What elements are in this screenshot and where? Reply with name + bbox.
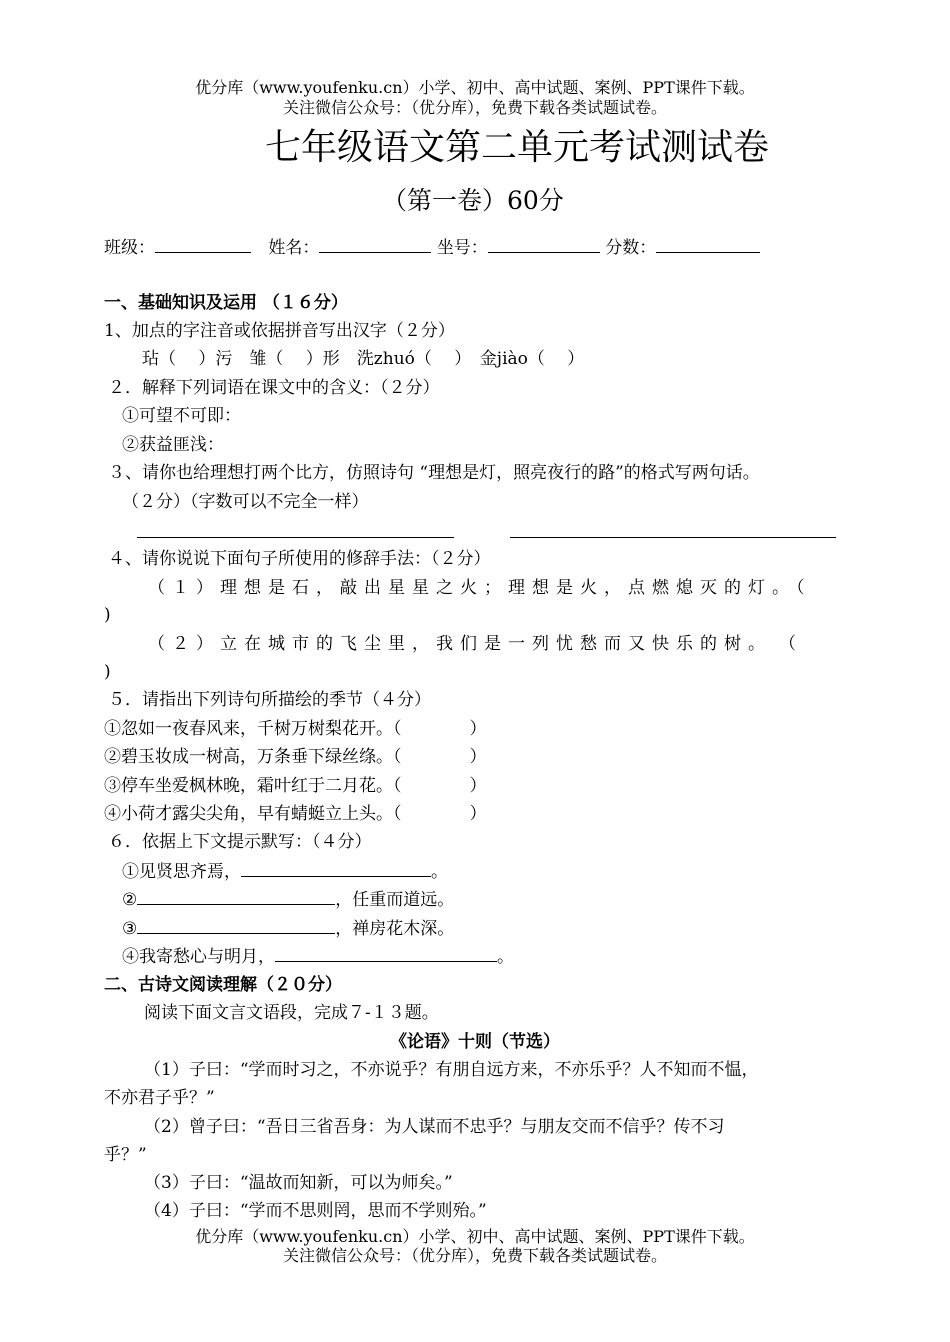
page-subtitle: （第一卷）60分 xyxy=(382,186,564,215)
q3-text: ３、请你也给理想打两个比方，仿照诗句 “理想是灯，照亮夜行的路”的格式写两句话。 xyxy=(108,463,760,483)
name-label: 姓名： xyxy=(268,238,320,258)
q3-answer-line-1[interactable] xyxy=(137,537,454,538)
q4-item-a-close: ) xyxy=(104,605,111,625)
q6-a-blank[interactable] xyxy=(241,860,431,877)
score-blank[interactable] xyxy=(656,236,760,253)
q6-c-blank[interactable] xyxy=(137,917,335,934)
q6-d-blank[interactable] xyxy=(275,945,497,962)
q6-b-prefix: ② xyxy=(122,890,138,910)
header-line-1: 优分库（www.youfenku.cn）小学、初中、高中试题、案例、PPT课件下载。 xyxy=(195,78,755,97)
class-label: 班级： xyxy=(104,238,155,258)
q6-c-prefix: ③ xyxy=(122,919,138,939)
q6-a-suffix: 。 xyxy=(431,862,448,882)
class-blank[interactable] xyxy=(155,236,251,253)
q5-item: ③停车坐爱枫林晚，霜叶红于二月花。（ ） xyxy=(104,776,487,796)
section1-heading: 一、基础知识及运用 （１６分） xyxy=(104,293,348,313)
q6-d-suffix: 。 xyxy=(497,947,514,967)
q6-c-suffix: ，禅房花木深。 xyxy=(335,919,455,939)
passage-p1-cont: 不亦君子乎？” xyxy=(104,1088,215,1108)
page-title: 七年级语文第二单元考试测试卷 xyxy=(265,127,770,168)
q1-items: 玷（ ）污 雏（ ）形 洗zhuó（ ） 金jiào（ ） xyxy=(142,349,585,369)
q6-b-suffix: ，任重而道远。 xyxy=(335,890,455,910)
q4-item-b: （２）立在城市的飞尘里，我们是一列忧愁而又快乐的树。 （ xyxy=(148,634,803,654)
q6-d-prefix: ④我寄愁心与明月， xyxy=(122,947,275,967)
q6-item-a xyxy=(122,860,448,883)
q6-text: ６．依据上下文提示默写：（４分） xyxy=(108,832,372,852)
q6-b-blank[interactable] xyxy=(137,888,335,905)
q2-item-a: ①可望不可即： xyxy=(122,406,241,426)
q5-text: ５．请指出下列诗句所描绘的季节（４分） xyxy=(108,690,431,710)
footer-line-1: 优分库（www.youfenku.cn）小学、初中、高中试题、案例、PPT课件下载。 xyxy=(195,1227,755,1246)
section2-intro: 阅读下面文言文语段，完成７-１３题。 xyxy=(144,1003,439,1023)
info-row xyxy=(104,236,760,259)
section2-heading: 二、古诗文阅读理解（２０分） xyxy=(104,975,342,995)
seat-label: 坐号： xyxy=(436,238,488,258)
q6-item-c xyxy=(122,917,454,940)
q5-item: ①忽如一夜春风来，千树万树梨花开。（ ） xyxy=(104,719,487,739)
q5-item: ④小荷才露尖尖角，早有蜻蜓立上头。（ ） xyxy=(104,804,487,824)
passage-p1: （1）子曰：“学而时习之，不亦说乎？有朋自远方来，不亦乐乎？人不知而不愠， xyxy=(144,1060,759,1080)
q6-a-prefix: ①见贤思齐焉， xyxy=(122,862,241,882)
passage-p2: （2）曾子曰：“吾日三省吾身：为人谋而不忠乎？与朋友交而不信乎？传不习 xyxy=(144,1117,725,1137)
footer-line-2: 关注微信公众号：（优分库），免费下载各类试题试卷。 xyxy=(282,1246,667,1265)
q4-text: ４、请你说说下面句子所使用的修辞手法：（２分） xyxy=(108,549,491,569)
q2-text: ２．解释下列词语在课文中的含义：（２分） xyxy=(108,378,440,398)
q4-item-a: （１）理想是石，敲出星星之火；理想是火，点燃熄灭的灯。（ xyxy=(148,578,812,598)
passage-p3: （3）子曰：“温故而知新，可以为师矣。” xyxy=(144,1173,453,1193)
passage-title: 《论语》十则（节选） xyxy=(390,1032,560,1052)
q2-item-b: ②获益匪浅： xyxy=(122,435,224,455)
header-line-2: 关注微信公众号：（优分库），免费下载各类试题试卷。 xyxy=(282,98,667,117)
q3-text-2: （２分）（字数可以不完全一样） xyxy=(122,492,369,512)
q6-item-d xyxy=(122,945,514,968)
seat-blank[interactable] xyxy=(488,236,600,253)
q5-item: ②碧玉妆成一树高，万条垂下绿丝绦。（ ） xyxy=(104,747,487,767)
q1-text: 1、加点的字注音或依据拼音写出汉字（２分） xyxy=(104,321,455,341)
name-blank[interactable] xyxy=(319,236,431,253)
q4-item-b-close: ) xyxy=(104,662,111,682)
score-label: 分数： xyxy=(605,238,657,258)
passage-p2-cont: 乎？” xyxy=(104,1145,147,1165)
passage-p4: （4）子曰：“学而不思则罔，思而不学则殆。” xyxy=(144,1201,487,1221)
q6-item-b xyxy=(122,888,454,911)
q3-answer-line-2[interactable] xyxy=(510,537,836,538)
